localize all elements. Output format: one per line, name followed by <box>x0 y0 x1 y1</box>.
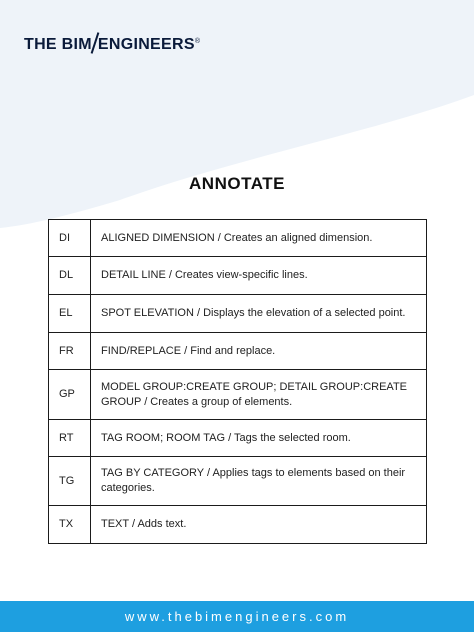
brand-name-part2: ENGINEERS <box>97 36 195 54</box>
shortcut-code: GP <box>49 370 91 420</box>
shortcut-description: SPOT ELEVATION / Displays the elevation of a selected point. <box>91 295 427 333</box>
table-row <box>49 220 427 257</box>
shortcut-code: TX <box>49 506 91 544</box>
shortcut-table <box>48 219 427 544</box>
table-row <box>49 295 427 333</box>
shortcut-code: TG <box>49 457 91 506</box>
shortcut-description: TAG BY CATEGORY / Applies tags to elements based on their categories. <box>91 457 427 506</box>
page-title: ANNOTATE <box>189 174 285 193</box>
shortcut-code: EL <box>49 295 91 333</box>
brand-name-part1: THE BIM <box>24 36 92 54</box>
table-row <box>49 457 427 506</box>
shortcut-description: FIND/REPLACE / Find and replace. <box>91 333 427 370</box>
table-row <box>49 370 427 420</box>
shortcut-description: MODEL GROUP:CREATE GROUP; DETAIL GROUP:CREATE GROUP / Creates a group of elements. <box>91 370 427 420</box>
shortcut-code: DI <box>49 220 91 257</box>
shortcut-description: DETAIL LINE / Creates view-specific lines. <box>91 257 427 295</box>
shortcut-description: TAG ROOM; ROOM TAG / Tags the selected room. <box>91 420 427 457</box>
footer-website-link[interactable]: www.thebimengineers.com <box>124 609 350 624</box>
table-row <box>49 420 427 457</box>
shortcut-code: DL <box>49 257 91 295</box>
shortcut-description: ALIGNED DIMENSION / Creates an aligned dimension. <box>91 220 427 257</box>
registered-mark: ® <box>194 37 201 45</box>
shortcut-description: TEXT / Adds text. <box>91 506 427 544</box>
footer-bar <box>0 601 474 632</box>
table-row <box>49 257 427 295</box>
shortcut-code: RT <box>49 420 91 457</box>
shortcut-code: FR <box>49 333 91 370</box>
brand-logo <box>24 36 200 54</box>
table-row <box>49 333 427 370</box>
table-row <box>49 506 427 544</box>
